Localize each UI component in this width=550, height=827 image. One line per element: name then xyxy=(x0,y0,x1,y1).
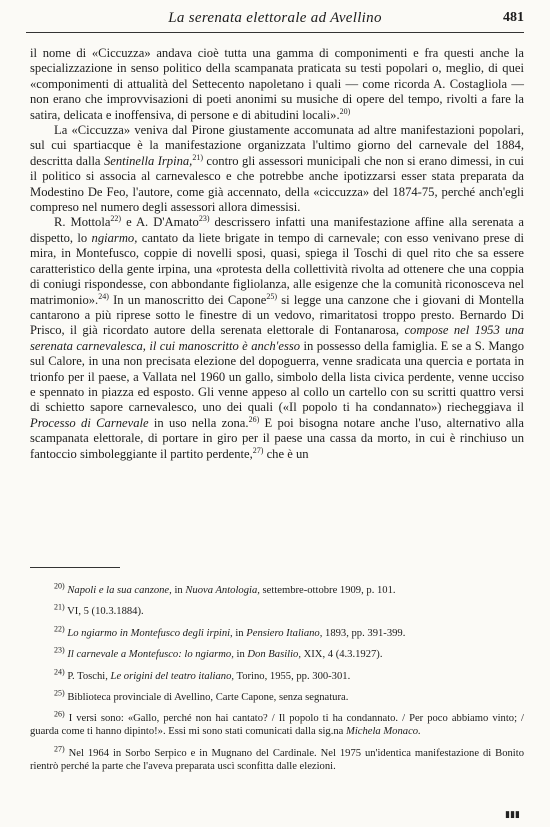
text-run: R. Mottola xyxy=(54,215,111,230)
footnotes xyxy=(30,581,525,781)
main-text xyxy=(30,46,524,462)
footnote-number: 25) xyxy=(54,688,65,698)
footnote-25 xyxy=(30,688,524,704)
footnote-italic: Pensiero Italiano, xyxy=(246,627,323,639)
footnote-ref: 24) xyxy=(98,291,109,301)
footnote-text: XIX, 4 (4.3.1927). xyxy=(300,649,383,661)
paragraph-1 xyxy=(30,46,524,123)
text-run: il nome di «Ciccuzza» andava cioè tutta una gamma di componimenti e fra questi anche la specializzazione in senso politico della scampanata praticata su testi popolari o, meglio, di quei «componimenti di attualità del Settecento napoletano i quali — come ricorda A. Costagliola — non erano che improvvisazioni di poeti anonimi su musiche di opere del tempo, rivolti a fare la satira, delicata e inoffensiva, di persone e di abitudini locali». xyxy=(30,46,524,122)
footnote-ref: 26) xyxy=(248,414,260,424)
text-run: E poi bisogna notare anche l'uso, alternativo alla scampanata elettorale, di portare in giro per il paese una cassa da morto, in cui è rinchiuso un fantoccio simboleggiante il partito perdente, xyxy=(30,415,524,461)
footnote-text: settembre-ottobre 1909, p. 101. xyxy=(259,585,396,596)
footnote-italic: Napoli e la sua canzone, xyxy=(67,585,172,596)
footnote-text: VI, 5 (10.3.1884). xyxy=(67,606,144,618)
text-run: contro gli assessori municipali che non si erano dimessi, in cui il politico si associa al carnevalesco e che potrebbe anche ipotizzarsi esser stata preparata da Modestino De Feo, l'autore, come già accennato, della «ciccuzza» del 1874-75, perché anch'egli compreso nel numero degli assessori allora dimessisi. xyxy=(30,153,524,215)
italic-run: ngiarmo, xyxy=(91,230,138,245)
footnote-text: P. Toschi, xyxy=(67,670,111,682)
footnote-text: in xyxy=(232,627,247,639)
footnote-number: 27) xyxy=(54,744,65,754)
footnote-italic: Lo ngiarmo in Montefusco degli irpini, xyxy=(67,627,233,639)
footnote-ref: 22) xyxy=(110,214,122,224)
footnote-italic: Nuova Antologia, xyxy=(185,585,260,596)
text-run: cantato da liete brigate in tempo di carnevale; con esso venivano prese di mira, in Montefusco, coppie di novelli sposi, quasi, spiega il Toschi di quel rito che sa essere caratteristico della gente irpina, una «protesta della collettività rivolta ad ottenere che una coppia di coniugi rispondesse, con abbondante figliolanza, alle esigenze che la comunità riconosceva nel matrimonio». xyxy=(30,230,524,307)
footnote-separator xyxy=(30,567,120,568)
footnote-ref: 23) xyxy=(198,214,210,224)
footnote-italic: Michela Monaco. xyxy=(346,726,421,738)
footnote-21 xyxy=(30,602,524,618)
footnote-ref: 25) xyxy=(266,291,277,301)
text-run: che è un xyxy=(263,446,309,461)
footnote-23 xyxy=(30,645,524,661)
footnote-number: 26) xyxy=(54,709,65,719)
italic-run: Processo di Carnevale xyxy=(30,415,149,430)
text-run: e A. D'Amato xyxy=(121,215,199,230)
running-title: La serenata elettorale ad Avellino xyxy=(168,10,382,26)
footnote-text: Biblioteca provinciale di Avellino, Carte Capone, senza segnatura. xyxy=(67,691,349,703)
footnote-number: 21) xyxy=(54,602,65,612)
text-run: in uso nella zona. xyxy=(148,415,249,430)
text-run: In un manoscritto dei Capone xyxy=(108,292,267,307)
paragraph-3 xyxy=(30,215,524,462)
footnote-text: I versi sono: «Gallo, perché non hai cantato? / Il popolo ti ha condannato. / Per poco abbiamo vinto; / guarda come ti hanno dipinto!». Essi mi sono stati comunicati dalla sig.na xyxy=(30,713,525,738)
italic-run: compose nel 1953 una serenata carnevalesca, il cui manoscritto è anch'esso xyxy=(30,323,524,353)
footnote-26 xyxy=(30,709,525,738)
text-run: in possesso della famiglia. E se a S. Mango sul Calore, in una non precisata elezione del dopoguerra, venne sradicata una quercia e portata in trionfo per il paese, a Vallata nel 1960 un gallo, simbolo della lista civica perdente, venne ucciso e spennato in piazza ed esposto. Gli venne appeso al collo un cartello con su scritti quattro versi di schietto sapore carnevalesco, uno dei quali («Il popolo ti ha condannato») riecheggiava il xyxy=(30,338,525,415)
text-run: descrissero infatti una manifestazione affine alla serenata a dispetto, lo xyxy=(30,215,525,245)
footnote-italic: Le origini del teatro italiano, xyxy=(110,670,235,682)
footnote-text: 1893, pp. 391-399. xyxy=(322,627,406,639)
footnote-text: Nel 1964 in Sorbo Serpico e in Mugnano del Cardinale. Nel 1975 un'identica manifestazione di Bonito rientrò perché la parte che l'aveva preparata uscì sconfitta dalle elezioni. xyxy=(30,747,524,772)
footnote-ref: 27) xyxy=(252,445,264,455)
text-run: si legge una canzone che i giovani di Montella cantarono a più riprese sotto le finestre di un vedovo, rimaritatosi troppo presto. Bernardo Di Prisco, il già ricordato autore della serenata elettorale di Fontanarosa, xyxy=(30,292,524,338)
paragraph-2 xyxy=(30,123,524,215)
footnote-italic: Il carnevale a Montefusco: lo ngiarmo, xyxy=(67,649,234,661)
footnote-italic: Don Basilio, xyxy=(247,649,301,661)
footnote-number: 23) xyxy=(54,645,65,655)
page-number: 481 xyxy=(503,10,524,25)
text-run: La «Ciccuzza» veniva dal Pirone giustamente accomunata ad altre manifestazioni popolari, sul cui spartiacque è la manifestazione organizzata l'ultimo giorno del carnevale del 1884, descritta dalla xyxy=(30,123,524,168)
footnote-text: in xyxy=(233,649,248,661)
footnote-27 xyxy=(30,744,524,773)
footnote-text: in xyxy=(171,585,186,596)
footnote-text: Torino, 1955, pp. 300-301. xyxy=(234,670,351,682)
footnote-number: 22) xyxy=(54,624,65,634)
footnote-number: 24) xyxy=(54,667,65,677)
printer-mark: ▮▮▮ xyxy=(505,809,520,819)
footnote-22 xyxy=(30,624,524,640)
italic-run: Sentinella Irpina, xyxy=(103,153,193,168)
footnote-ref: 21) xyxy=(192,152,203,162)
footnote-ref: 20) xyxy=(339,106,351,116)
running-header xyxy=(26,8,524,33)
footnote-20 xyxy=(30,581,524,597)
footnote-number: 20) xyxy=(54,581,65,591)
footnote-24 xyxy=(30,667,524,683)
